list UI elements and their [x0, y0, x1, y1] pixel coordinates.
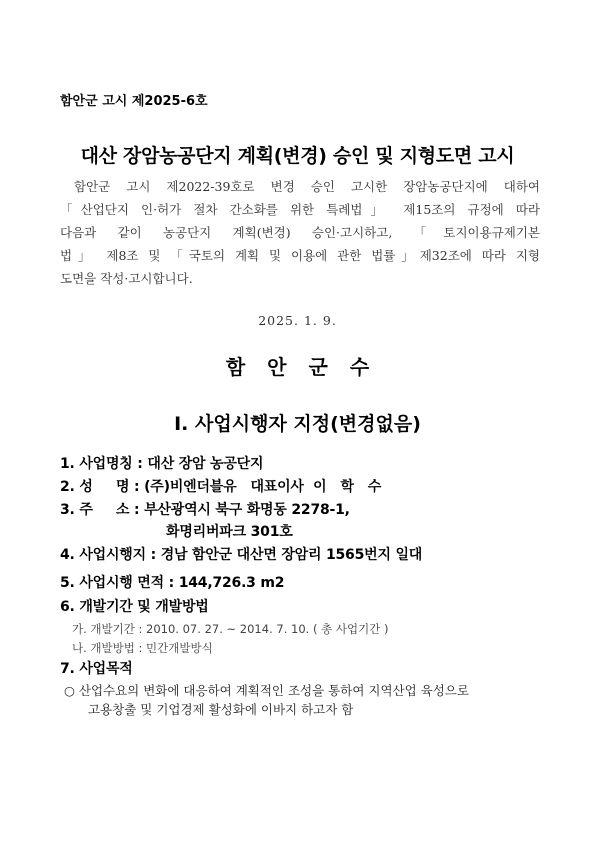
body-line: 법」 제8조 및 「국토의 계획 및 이용에 관한 법률」제32조에 따라 지형 — [60, 248, 540, 263]
item-area: 5. 사업시행 면적 : 144,726.3 m2 — [60, 575, 285, 591]
body-line: 도면을 작성·고시합니다. — [60, 271, 193, 286]
item-address: 3. 주 소 : 부산광역시 북구 화명동 2278-1, — [60, 502, 350, 518]
body-line: 함안군 고시 제2022-39호로 변경 승인 고시한 장암농공단지에 대하여 — [74, 179, 540, 194]
issuer: 함안군수 — [225, 355, 392, 379]
section-title: Ⅰ. 사업시행자 지정(변경없음) — [174, 413, 421, 435]
body-line: 「산업단지 인·허가 절차 간소화를 위한 특례법」 제15조의 규정에 따라 — [60, 202, 540, 217]
item-purpose-line1: ○ 산업수요의 변화에 대응하여 계획적인 조성을 통하여 지역산업 육성으로 — [64, 683, 469, 698]
body-line: 다음과 같이 농공단지 계획(변경) 승인·고시하고, 「토지이용규제기본 — [60, 225, 540, 240]
notice-date: 2025. 1. 9. — [258, 313, 337, 328]
item-purpose-heading: 7. 사업목적 — [60, 661, 133, 677]
document-title: 대산 장암농공단지 계획(변경) 승인 및 지형도면 고시 — [80, 145, 515, 167]
item-method: 나. 개발방법 : 민간개발방식 — [72, 641, 213, 655]
item-address-line2: 화명리버파크 301호 — [166, 524, 293, 540]
item-purpose-line2: 고용창출 및 기업경제 활성화에 이바지 하고자 함 — [88, 702, 354, 717]
body-paragraph — [60, 175, 540, 290]
notice-number: 함안군 고시 제2025-6호 — [60, 94, 208, 109]
item-name: 2. 성 명 : (주)비엔더블유 대표이사 이 학 수 — [60, 479, 382, 495]
item-period: 가. 개발기간 : 2010. 07. 27. ~ 2014. 7. 10. ( 총 사업기간 ) — [72, 622, 389, 636]
item-location: 4. 사업시행지 : 경남 함안군 대산면 장암리 1565번지 일대 — [60, 547, 423, 563]
item-period-heading: 6. 개발기간 및 개발방법 — [60, 599, 209, 615]
item-project-name: 1. 사업명칭 : 대산 장암 농공단지 — [60, 456, 264, 472]
